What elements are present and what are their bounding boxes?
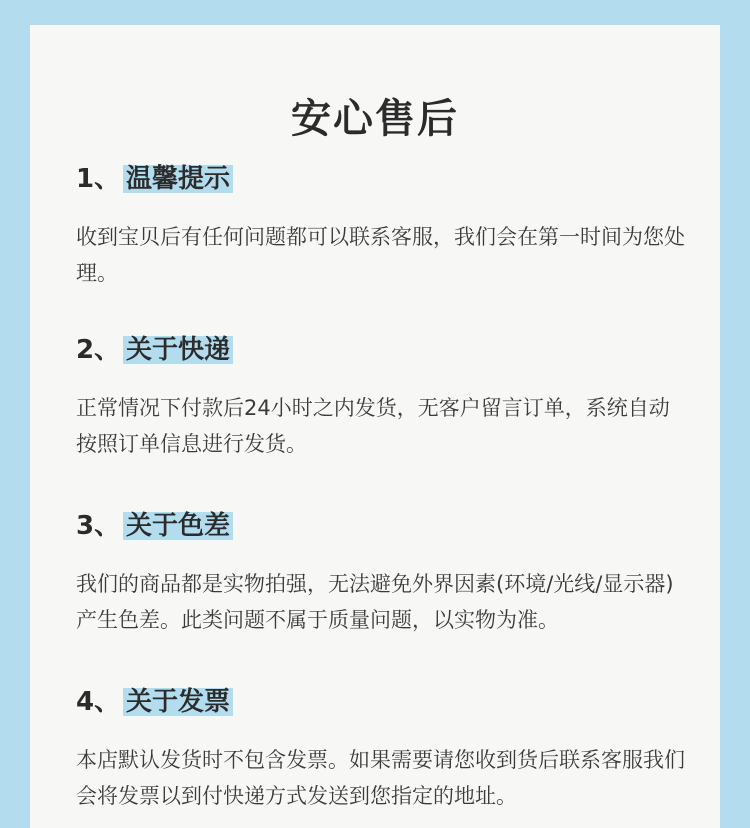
section-color-difference: [76, 508, 686, 638]
section-heading: [76, 332, 686, 368]
after-sales-card: [30, 25, 720, 828]
section-tips: [76, 161, 686, 291]
section-title: 关于快递: [126, 332, 230, 368]
section-body: 本店默认发货时不包含发票。如果需要请您收到货后联系客服我们会将发票以到付快递方式发送到您指定的地址。: [76, 748, 685, 808]
section-title: 关于色差: [126, 508, 230, 544]
section-number: 3、: [76, 511, 121, 541]
page-title: 安心售后: [291, 96, 459, 142]
section-body: 收到宝贝后有任何问题都可以联系客服，我们会在第一时间为您处理。: [76, 225, 685, 285]
section-heading: [76, 161, 686, 197]
section-body: 我们的商品都是实物拍强，无法避免外界因素(环境/光线/显示器)产生色差。此类问题不属于质量问题，以实物为准。: [76, 572, 674, 632]
section-title: 关于发票: [126, 684, 230, 720]
section-heading: [76, 684, 686, 720]
section-shipping: [76, 332, 686, 462]
section-number: 4、: [76, 687, 121, 717]
section-body: 正常情况下付款后24小时之内发货，无客户留言订单，系统自动按照订单信息进行发货。: [76, 396, 670, 456]
section-title: 温馨提示: [126, 161, 230, 197]
section-number: 2、: [76, 335, 121, 365]
section-invoice: [76, 684, 686, 814]
section-heading: [76, 508, 686, 544]
section-number: 1、: [76, 164, 121, 194]
